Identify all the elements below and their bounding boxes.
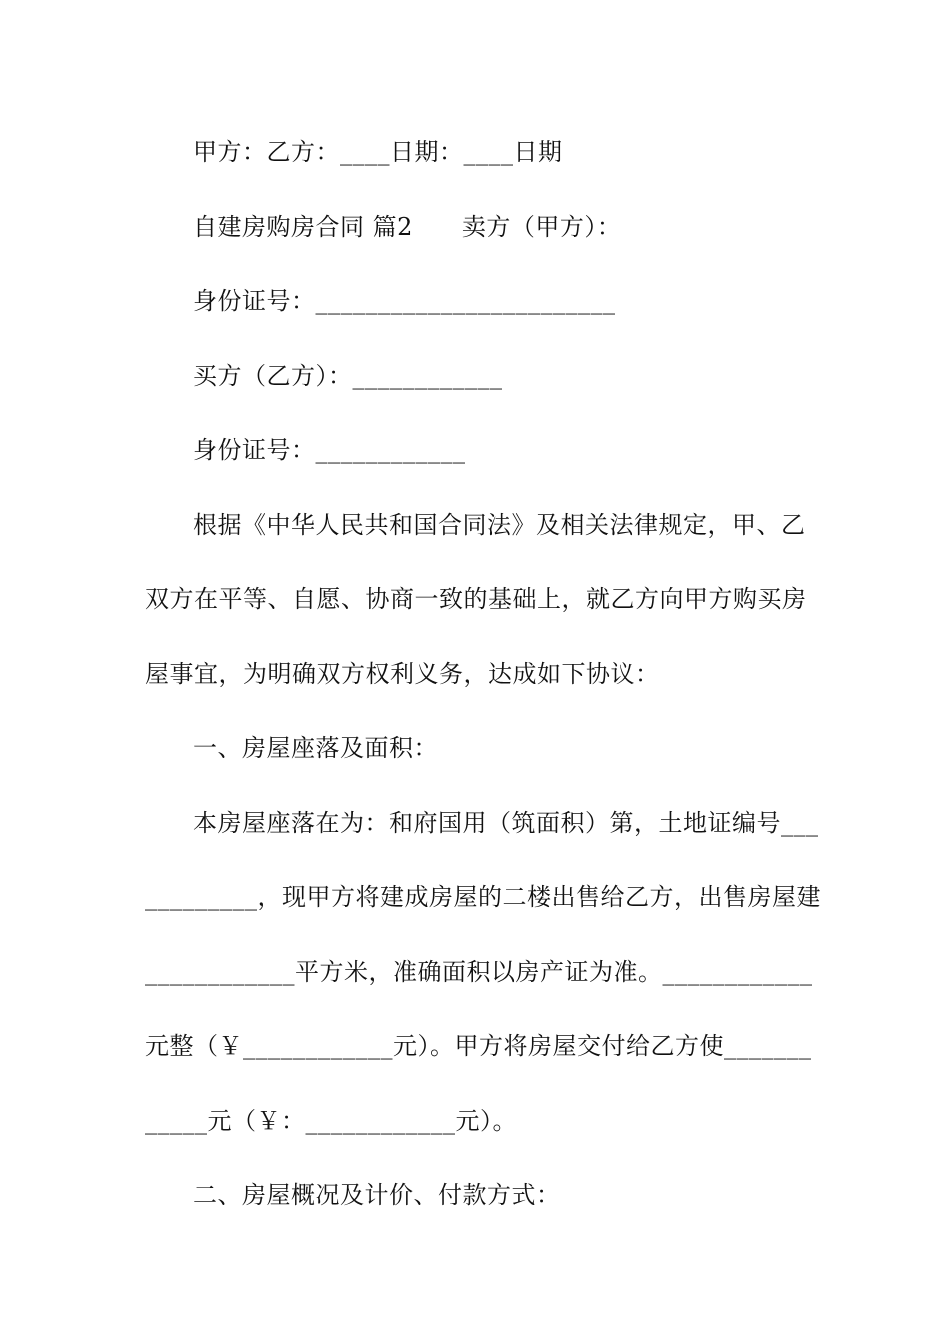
intro-paragraph-line-3: 屋事宜，为明确双方权利义务，达成如下协议： [145, 660, 660, 688]
section-1-paragraph-line-4: 元整（￥____________元）。甲方将房屋交付给乙方使_______ [145, 1032, 812, 1060]
party-date-line: 甲方：乙方：____日期：____日期 [193, 138, 563, 166]
seller-id-line: 身份证号：________________________ [193, 287, 616, 315]
buyer-id-line: 身份证号：____________ [193, 436, 466, 464]
contract-title-seller-line: 自建房购房合同 篇2 卖方（甲方）： [193, 213, 622, 241]
section-1-paragraph-line-2: _________，现甲方将建成房屋的二楼出售给乙方，出售房屋建 [145, 883, 821, 911]
buyer-line: 买方（乙方）：____________ [193, 362, 503, 390]
section-1-paragraph-line-5: _____元（￥：____________元）。 [145, 1107, 517, 1135]
section-1-heading: 一、房屋座落及面积： [193, 734, 438, 762]
section-1-paragraph-line-1: 本房屋座落在为：和府国用（筑面积）第，土地证编号___ [193, 809, 819, 837]
intro-paragraph-line-2: 双方在平等、自愿、协商一致的基础上，就乙方向甲方购买房 [145, 585, 807, 613]
section-1-paragraph-line-3: ____________平方米，准确面积以房产证为准。____________ [145, 958, 813, 986]
section-2-heading: 二、房屋概况及计价、付款方式： [193, 1181, 561, 1209]
intro-paragraph-line-1: 根据《中华人民共和国合同法》及相关法律规定，甲、乙 [193, 511, 806, 539]
